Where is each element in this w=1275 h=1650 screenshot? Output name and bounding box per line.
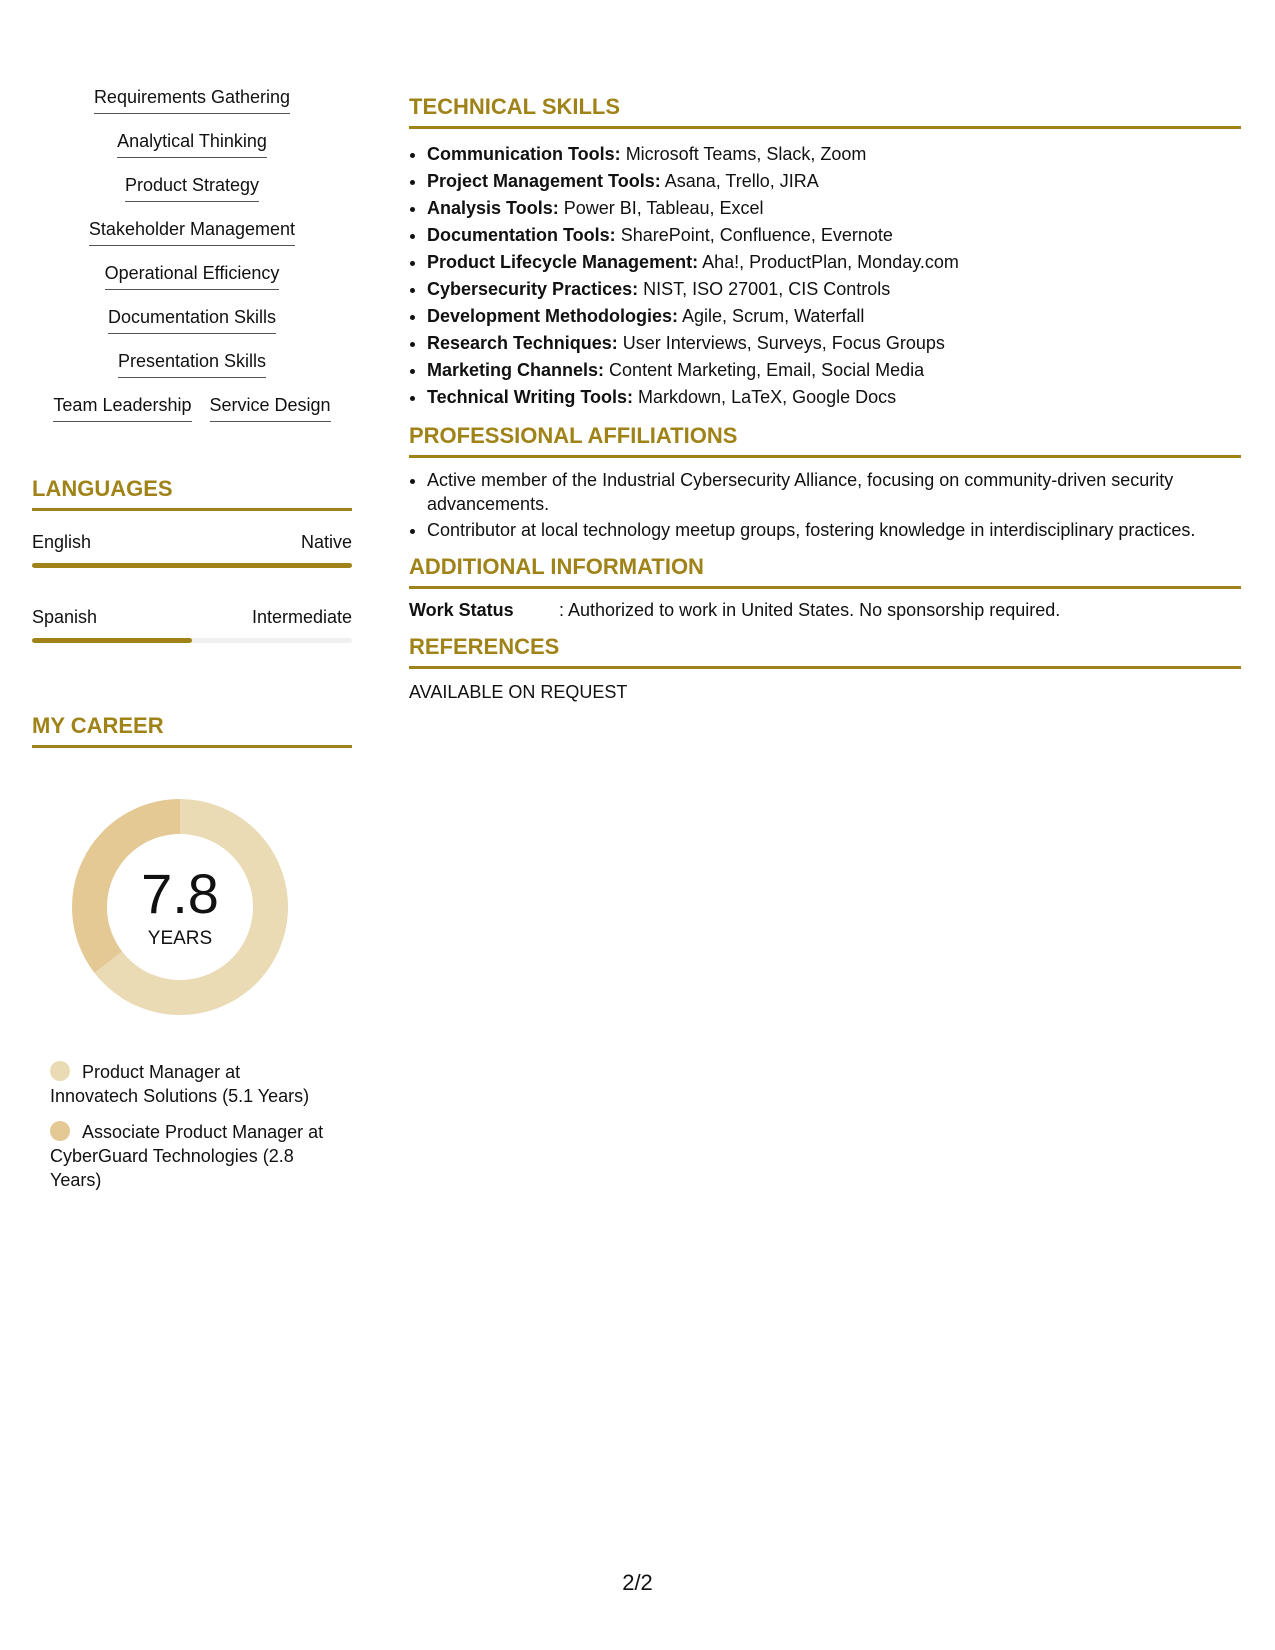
skills-list [32,84,352,436]
skill-row [94,84,290,114]
affiliation-item: • Contributor at local technology meetup groups, fostering knowledge in interdisciplinary practices. [427,518,1241,542]
technical-skill-item [427,249,1241,276]
technical-skill-tools: SharePoint, Confluence, Evernote [620,225,893,245]
skill-chip: Stakeholder Management [89,216,295,246]
skill-row [108,304,276,334]
technical-skill-tools: NIST, ISO 27001, CIS Controls [643,279,891,299]
skill-row [117,128,267,158]
career-years-unit: YEARS [147,928,213,949]
technical-skill-item [427,222,1241,249]
languages-heading: LANGUAGES [32,476,352,511]
skill-chip: Requirements Gathering [94,84,290,114]
language-level: Native [300,532,352,552]
technical-skill-tools: Microsoft Teams, Slack, Zoom [625,144,867,164]
skill-chip: Team Leadership [53,392,191,422]
language-item [32,531,352,568]
affiliations-list [409,468,1241,542]
affiliations-heading: PROFESSIONAL AFFILIATIONS [409,423,1241,458]
skill-row [89,216,295,246]
language-header [32,606,352,628]
skill-row [125,172,259,202]
references-heading: REFERENCES [409,634,1241,669]
technical-skill-category: Marketing Channels: [427,360,605,380]
technical-skill-tools: Markdown, LaTeX, Google Docs [638,387,897,407]
language-proficiency-fill [32,563,352,568]
references-text: AVAILABLE ON REQUEST [409,682,628,702]
career-heading: MY CAREER [32,713,352,748]
technical-skill-tools: Asana, Trello, JIRA [664,171,819,191]
skill-chip: Presentation Skills [118,348,266,378]
technical-skill-category: Development Methodologies: [427,306,679,326]
work-status-row [409,598,1241,622]
technical-skill-tools: User Interviews, Surveys, Focus Groups [622,333,945,353]
career-donut-chart [65,792,295,1022]
career-legend-item [50,1060,330,1108]
language-item [32,606,352,643]
legend-swatch [50,1061,70,1081]
language-proficiency-fill [32,638,192,643]
career-legend [50,1060,330,1192]
right-column [409,94,1241,704]
skill-row [105,260,280,290]
skill-chip: Documentation Skills [108,304,276,334]
technical-skill-category: Project Management Tools: [427,171,661,191]
languages-list [32,531,352,643]
technical-skill-category: Technical Writing Tools: [427,387,634,407]
language-name: English [32,532,92,552]
career-legend-item [50,1120,330,1192]
additional-info-heading: ADDITIONAL INFORMATION [409,554,1241,589]
work-status-label: Work Status [409,600,514,620]
left-column [32,84,352,1204]
language-header [32,531,352,553]
technical-skill-category: Analysis Tools: [427,198,559,218]
technical-skill-tools: Power BI, Tableau, Excel [563,198,764,218]
technical-skill-item [427,330,1241,357]
skill-chip: Analytical Thinking [117,128,267,158]
skill-chip: Product Strategy [125,172,259,202]
technical-skill-item [427,303,1241,330]
technical-skills-list [409,141,1241,411]
language-proficiency-bar [32,638,352,643]
skill-row [53,392,330,422]
skill-row [118,348,266,378]
technical-skill-item [427,141,1241,168]
career-role-label: Product Manager at Innovatech Solutions (5.1 Years) [50,1062,310,1106]
affiliation-item: • Active member of the Industrial Cybersecurity Alliance, focusing on community-driven security advancements. [427,468,1241,516]
language-level: Intermediate [251,607,352,627]
technical-skill-category: Cybersecurity Practices: [427,279,639,299]
language-name: Spanish [32,607,98,627]
language-proficiency-bar [32,563,352,568]
technical-skill-category: Research Techniques: [427,333,618,353]
career-role-label: Associate Product Manager at CyberGuard Technologies (2.8 Years) [50,1122,324,1190]
technical-skill-tools: Content Marketing, Email, Social Media [609,360,925,380]
technical-skill-item [427,195,1241,222]
work-status-value: : Authorized to work in United States. No sponsorship required. [559,600,1061,620]
technical-skill-item [427,357,1241,384]
legend-swatch [50,1121,70,1141]
technical-skill-category: Product Lifecycle Management: [427,252,699,272]
skill-chip: Operational Efficiency [105,260,280,290]
technical-skill-item [427,276,1241,303]
career-total-years: 7.8 [141,862,219,925]
technical-skill-item [427,168,1241,195]
technical-skill-item [427,384,1241,411]
technical-skill-category: Documentation Tools: [427,225,616,245]
skill-chip: Service Design [210,392,331,422]
page-number: 2/2 [622,1570,653,1595]
technical-skill-tools: Agile, Scrum, Waterfall [682,306,865,326]
career-center [65,792,295,1022]
technical-skill-tools: Aha!, ProductPlan, Monday.com [702,252,959,272]
technical-skills-heading: TECHNICAL SKILLS [409,94,1241,129]
technical-skill-category: Communication Tools: [427,144,621,164]
